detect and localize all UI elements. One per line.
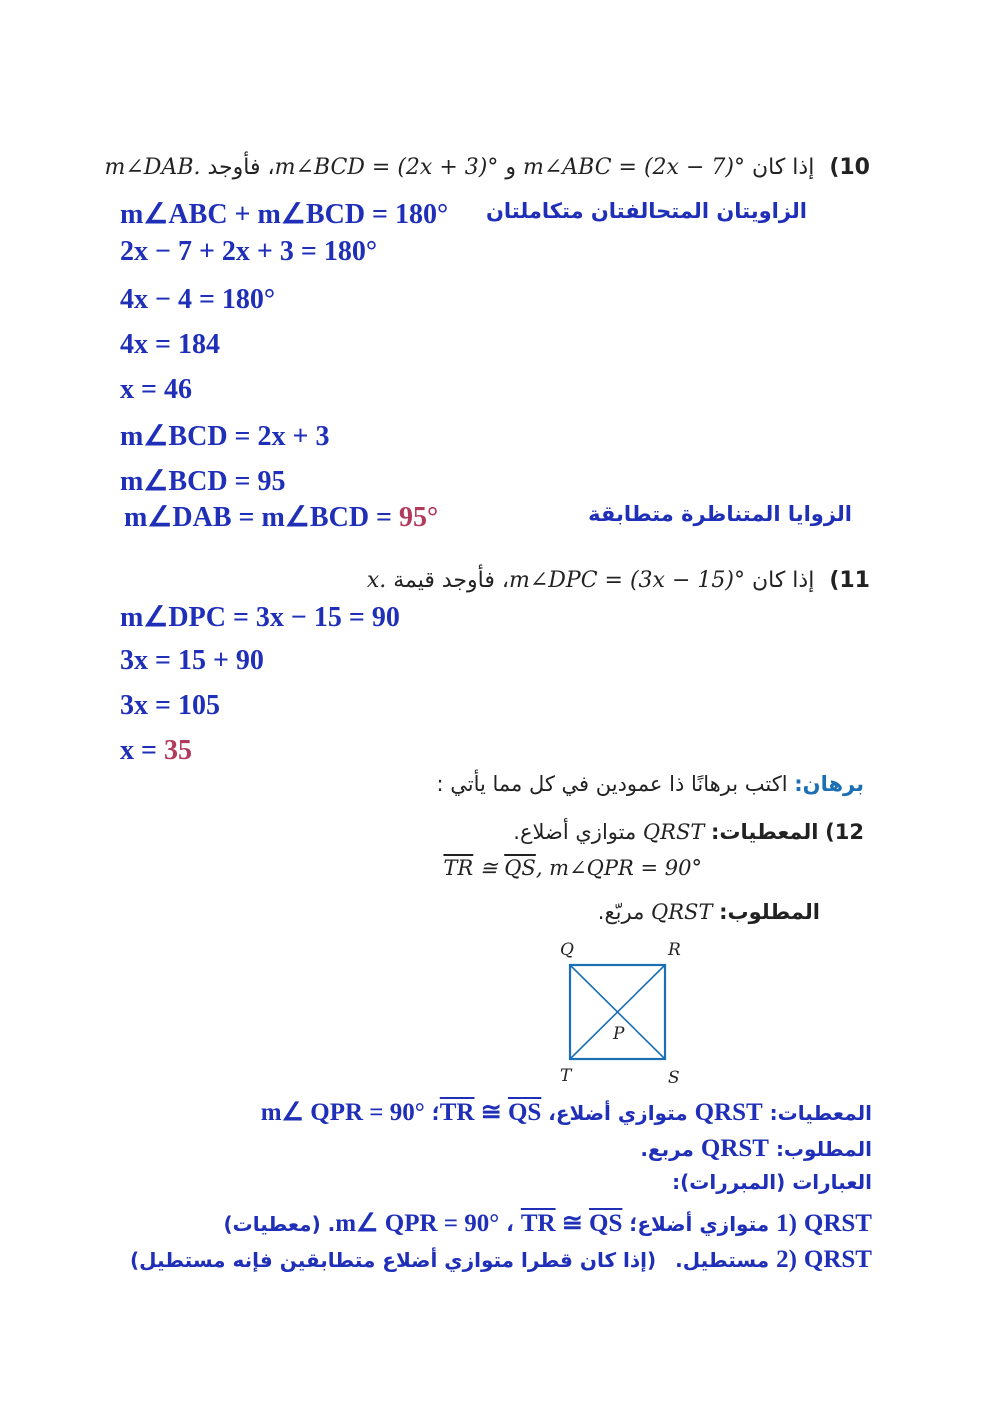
problem-text-suffix: ، فأوجد قيمة: [393, 568, 509, 593]
required-text: مربّع.: [597, 900, 645, 924]
answer-required-label: المطلوب:: [775, 1137, 872, 1161]
problem-11-statement: [367, 568, 870, 593]
statement-angle: m∠ QPR = 90°: [335, 1210, 500, 1237]
statement-reason: . (معطيات): [223, 1212, 336, 1236]
problem-target: m∠DAB.: [104, 155, 201, 180]
statement-name: QRST: [803, 1210, 872, 1237]
solution-line: 3x = 105: [120, 690, 220, 721]
solution-note: الزوايا المتناظرة متطابقة: [588, 502, 852, 526]
center-label-p: P: [613, 1024, 625, 1044]
problem-text-prefix: إذا كان: [751, 568, 815, 593]
separator: ؛: [431, 1101, 440, 1125]
required-label: المطلوب:: [719, 900, 820, 924]
statement-text: متوازي أضلاع؛: [629, 1212, 770, 1236]
angle-condition: , m∠QPR = 90°: [535, 856, 702, 880]
segment-qs: $\overline{QS}$: [589, 1210, 623, 1237]
statement-segments: [521, 1210, 623, 1237]
solution-final-line: [124, 500, 438, 534]
final-prefix: x =: [120, 735, 164, 766]
answer-given-name: QRST: [694, 1099, 763, 1126]
congruent-symbol: ≅: [473, 856, 505, 880]
required-figure-name: QRST: [651, 900, 713, 924]
given-label: المعطيات:: [711, 820, 819, 844]
vertex-label-s: S: [668, 1068, 680, 1088]
solution-final-line: [120, 735, 192, 767]
solution-line: m∠ABC + m∠BCD = 180°: [120, 199, 449, 230]
congruent-symbol: ≅: [555, 1210, 590, 1237]
answer-required: [640, 1135, 872, 1163]
statement-name: QRST: [803, 1246, 872, 1273]
statement-text: مستطيل.: [675, 1248, 770, 1272]
final-value: 35: [163, 735, 192, 766]
solution-line: 4x = 184: [120, 329, 220, 360]
given-text: متوازي أضلاع.: [513, 820, 637, 844]
solution-line: 2x − 7 + 2x + 3 = 180°: [120, 236, 378, 267]
vertex-label-q: Q: [560, 940, 574, 960]
problem-target: x.: [366, 568, 387, 593]
proof-required: [598, 900, 820, 924]
vertex-label-r: R: [668, 940, 681, 960]
solution-line: m∠DPC = 3x − 15 = 90: [120, 602, 400, 633]
problem-expression-abc: m∠ABC = (2x − 7)°: [522, 155, 745, 180]
answer-required-text: مربع.: [640, 1137, 694, 1161]
answer-given-text: متوازي أضلاع،: [548, 1101, 688, 1125]
problem-number: 11): [829, 568, 870, 593]
answer-statement-1: [224, 1208, 873, 1238]
problem-expression-bcd: m∠BCD = (2x + 3)°: [274, 155, 499, 180]
solution-line: m∠BCD = 2x + 3: [120, 421, 330, 452]
final-prefix: m∠DAB = m∠BCD =: [124, 502, 399, 533]
problem-10-statement: [105, 155, 871, 180]
answer-required-name: QRST: [700, 1135, 769, 1162]
separator: ،: [506, 1212, 514, 1236]
solution-line: m∠BCD = 95: [120, 466, 286, 497]
statement-number: 1): [776, 1210, 797, 1237]
problem-number: 12): [825, 820, 864, 844]
problem-text-suffix: ، فأوجد: [207, 155, 275, 180]
statement-number: 2): [776, 1246, 797, 1273]
proof-given-line2: [443, 856, 702, 880]
solution-line: x = 46: [120, 374, 192, 405]
given-figure-name: QRST: [642, 820, 705, 844]
segment-tr: $\overline{TR}$: [439, 1099, 475, 1126]
solution-note: الزاويتان المتحالفتان متكاملتان: [485, 199, 807, 223]
congruent-symbol: ≅: [474, 1099, 508, 1126]
solution-line: 4x − 4 = 180°: [120, 284, 276, 315]
square-diagram: [550, 935, 700, 1090]
answer-segments: [440, 1099, 542, 1126]
problem-expression-dpc: m∠DPC = (3x − 15)°: [508, 568, 745, 593]
proof-instruction-text: اكتب برهانًا ذا عمودين في كل مما يأتي :: [436, 772, 788, 796]
segment-tr: $\overline{TR}$: [443, 856, 474, 880]
solution-line: 3x = 15 + 90: [120, 645, 264, 676]
segment-qs: $\overline{QS}$: [504, 856, 536, 880]
final-value: 95°: [399, 502, 439, 533]
answer-statement-2: [130, 1246, 872, 1274]
answer-given: [261, 1097, 872, 1127]
vertex-label-t: T: [560, 1066, 572, 1086]
answer-given-label: المعطيات:: [769, 1101, 872, 1125]
statement-reason: (إذا كان قطرا متوازي أضلاع متطابقين فإنه مستطيل): [130, 1248, 657, 1272]
proof-instruction: [436, 772, 864, 796]
proof-heading: برهان:: [794, 772, 864, 796]
problem-text-prefix: إذا كان: [751, 155, 815, 180]
answer-statements-label: العبارات (المبررات):: [672, 1170, 872, 1194]
segment-tr: $\overline{TR}$: [520, 1210, 556, 1237]
proof-given: [513, 820, 864, 844]
answer-angle: m∠ QPR = 90°: [260, 1099, 425, 1126]
segment-qs: $\overline{QS}$: [507, 1099, 542, 1126]
problem-number: 10): [829, 155, 870, 180]
problem-conjunction: و: [505, 155, 516, 180]
